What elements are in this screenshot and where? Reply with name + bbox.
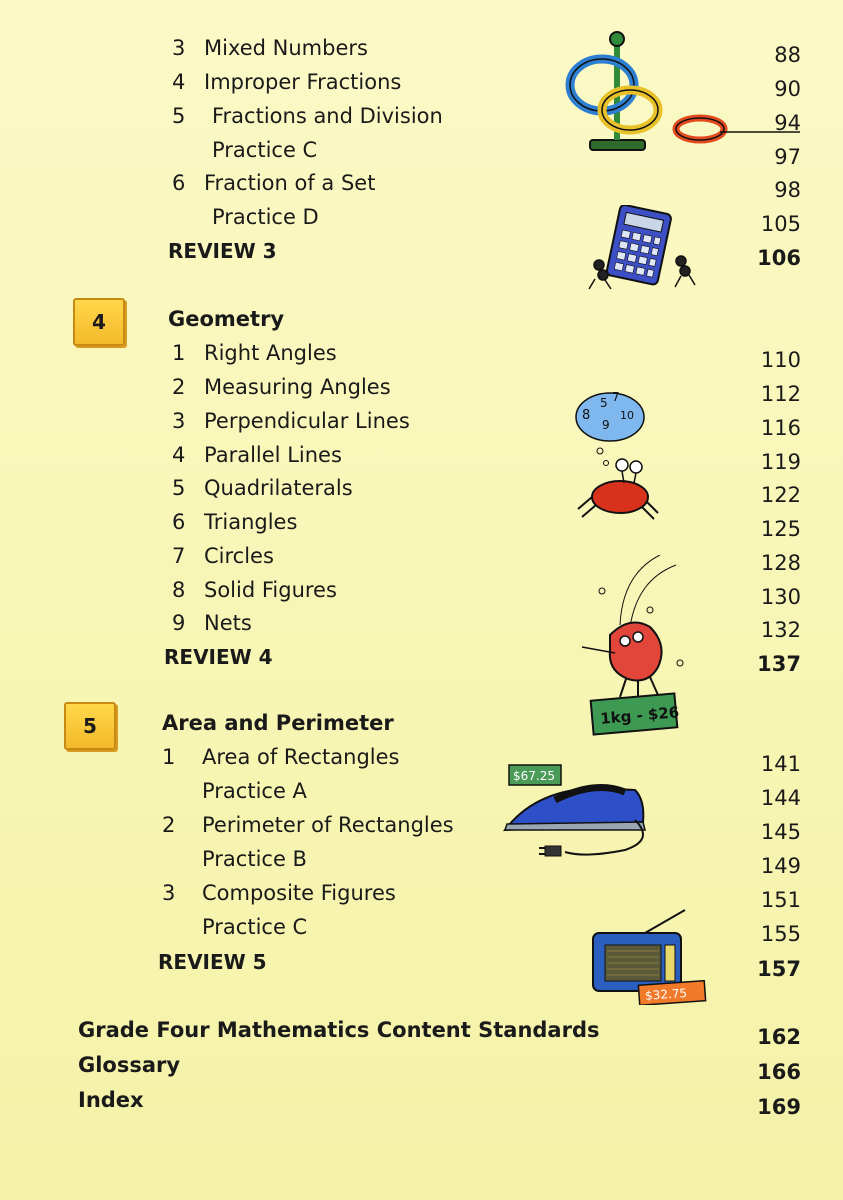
thought-number: 8 bbox=[582, 408, 591, 423]
lesson-title: Solid Figures bbox=[204, 578, 337, 602]
page-number: 90 bbox=[774, 77, 801, 101]
ring-toss-illustration bbox=[560, 25, 805, 160]
toc-row[interactable] bbox=[172, 133, 592, 167]
lesson-number: 6 bbox=[172, 510, 186, 534]
backmatter-row[interactable] bbox=[78, 1083, 678, 1117]
review-page-number: 157 bbox=[757, 957, 801, 981]
page-number: 145 bbox=[760, 820, 801, 844]
lesson-number: 3 bbox=[172, 36, 186, 60]
lesson-number: 3 bbox=[162, 881, 176, 905]
lesson-number: 4 bbox=[172, 443, 186, 467]
lesson-number: 8 bbox=[172, 578, 186, 602]
lesson-title: Fraction of a Set bbox=[204, 171, 376, 195]
lesson-number: 7 bbox=[172, 544, 186, 568]
backmatter-page-number: 166 bbox=[757, 1060, 801, 1084]
toc-row[interactable] bbox=[172, 65, 592, 99]
backmatter-page-number: 162 bbox=[757, 1025, 801, 1049]
lesson-title: Triangles bbox=[204, 510, 298, 534]
review-row[interactable] bbox=[164, 640, 464, 674]
backmatter-row[interactable] bbox=[78, 1013, 678, 1047]
thought-number: 5 bbox=[600, 396, 608, 410]
page-number: 141 bbox=[760, 752, 801, 776]
shrimp-price-sign: 1kg - $26 bbox=[599, 703, 680, 728]
lesson-title: Right Angles bbox=[204, 341, 337, 365]
chapter-title[interactable]: Area and Perimeter bbox=[162, 711, 394, 735]
page-number: 132 bbox=[760, 618, 801, 642]
backmatter-row[interactable] bbox=[78, 1048, 678, 1082]
lesson-number: 1 bbox=[162, 745, 176, 769]
page-number: 130 bbox=[760, 585, 801, 609]
review-row[interactable] bbox=[168, 234, 468, 268]
radio-illustration bbox=[585, 905, 715, 1005]
backmatter-page-number: 169 bbox=[757, 1095, 801, 1119]
lesson-title: Practice B bbox=[202, 847, 307, 871]
toc-row[interactable] bbox=[162, 876, 582, 910]
lesson-title: Perimeter of Rectangles bbox=[202, 813, 454, 837]
page-number: 155 bbox=[760, 922, 801, 946]
backmatter-title: Index bbox=[78, 1088, 144, 1112]
page-number: 128 bbox=[760, 551, 801, 575]
toc-row[interactable] bbox=[172, 99, 592, 133]
lesson-title: Circles bbox=[204, 544, 274, 568]
lesson-title: Practice A bbox=[202, 779, 307, 803]
page-number: 88 bbox=[774, 43, 801, 67]
review-title: REVIEW 3 bbox=[168, 239, 277, 263]
page-number: 97 bbox=[774, 145, 801, 169]
crab-thinking-illustration bbox=[570, 385, 660, 525]
review-page-number: 106 bbox=[757, 246, 801, 270]
toc-row[interactable] bbox=[172, 336, 592, 370]
page-number: 125 bbox=[760, 517, 801, 541]
page-number: 98 bbox=[774, 178, 801, 202]
toc-row[interactable] bbox=[172, 438, 592, 472]
lesson-number: 2 bbox=[172, 375, 186, 399]
toc-row[interactable] bbox=[172, 471, 592, 505]
toc-row[interactable] bbox=[162, 910, 582, 944]
iron-price-tag: $67.25 bbox=[513, 769, 555, 783]
lesson-title: Nets bbox=[204, 611, 252, 635]
lesson-number: 3 bbox=[172, 409, 186, 433]
lesson-title: Fractions and Division bbox=[212, 104, 443, 128]
lesson-title: Parallel Lines bbox=[204, 443, 342, 467]
chapter-badge: 4 bbox=[73, 298, 125, 346]
toc-row[interactable] bbox=[172, 573, 592, 607]
page-number: 119 bbox=[760, 450, 801, 474]
lesson-title: Practice C bbox=[202, 915, 308, 939]
shrimp-sign-illustration bbox=[580, 555, 690, 745]
iron-illustration bbox=[495, 760, 660, 875]
lesson-number: 9 bbox=[172, 611, 186, 635]
lesson-title: Measuring Angles bbox=[204, 375, 391, 399]
review-title: REVIEW 5 bbox=[158, 950, 267, 974]
chapter-badge: 5 bbox=[64, 702, 116, 750]
page-number: 149 bbox=[760, 854, 801, 878]
toc-row[interactable] bbox=[172, 404, 592, 438]
page-number: 105 bbox=[760, 212, 801, 236]
review-row[interactable] bbox=[158, 945, 458, 979]
thought-number: 10 bbox=[620, 409, 634, 422]
backmatter-title: Grade Four Mathematics Content Standards bbox=[78, 1018, 600, 1042]
page-number: 110 bbox=[760, 348, 801, 372]
lesson-title: Perpendicular Lines bbox=[204, 409, 410, 433]
lesson-title: Mixed Numbers bbox=[204, 36, 368, 60]
lesson-number: 6 bbox=[172, 171, 186, 195]
lesson-number: 2 bbox=[162, 813, 176, 837]
lesson-title: Practice D bbox=[212, 205, 319, 229]
review-title: REVIEW 4 bbox=[164, 645, 273, 669]
toc-row[interactable] bbox=[172, 606, 592, 640]
page-number: 94 bbox=[774, 111, 801, 135]
lesson-number: 4 bbox=[172, 70, 186, 94]
lesson-title: Practice C bbox=[212, 138, 318, 162]
toc-row[interactable] bbox=[172, 370, 592, 404]
thought-number: 7 bbox=[612, 390, 620, 404]
backmatter-title: Glossary bbox=[78, 1053, 181, 1077]
lesson-title: Area of Rectangles bbox=[202, 745, 400, 769]
lesson-number: 1 bbox=[172, 341, 186, 365]
chapter-title[interactable]: Geometry bbox=[168, 307, 285, 331]
page-number: 112 bbox=[760, 382, 801, 406]
toc-row[interactable] bbox=[172, 166, 592, 200]
lesson-number: 5 bbox=[172, 476, 186, 500]
calculator-ants-illustration bbox=[585, 205, 700, 295]
review-page-number: 137 bbox=[757, 652, 801, 676]
lesson-number: 5 bbox=[172, 104, 186, 128]
page-number: 122 bbox=[760, 483, 801, 507]
page-number: 144 bbox=[760, 786, 801, 810]
page-number: 116 bbox=[760, 416, 801, 440]
toc-row[interactable] bbox=[172, 539, 592, 573]
page-number: 151 bbox=[760, 888, 801, 912]
toc-row[interactable] bbox=[172, 505, 592, 539]
lesson-title: Quadrilaterals bbox=[204, 476, 353, 500]
lesson-title: Improper Fractions bbox=[204, 70, 402, 94]
lesson-title: Composite Figures bbox=[202, 881, 396, 905]
toc-row[interactable] bbox=[172, 31, 592, 65]
toc-row[interactable] bbox=[172, 200, 592, 234]
radio-price-tag: $32.75 bbox=[644, 985, 688, 1003]
thought-number: 9 bbox=[602, 418, 610, 432]
